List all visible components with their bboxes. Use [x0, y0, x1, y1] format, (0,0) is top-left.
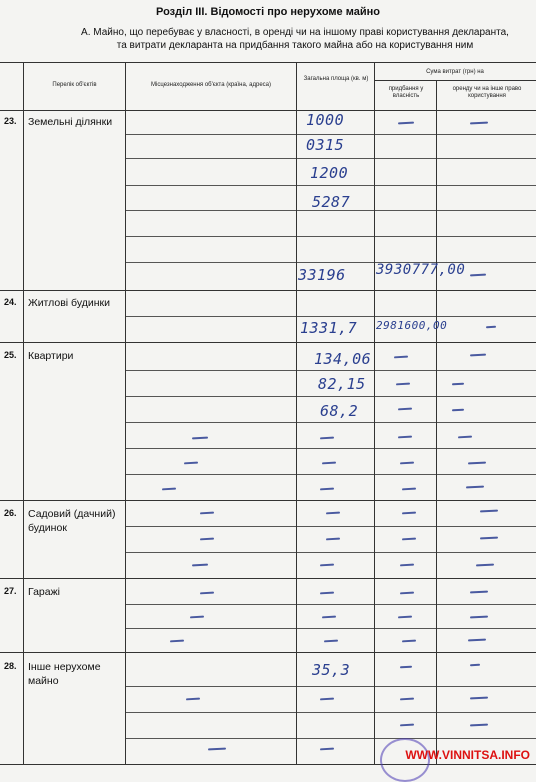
row-line — [125, 262, 536, 263]
header-expenses: Сума витрат (грн) на — [426, 69, 484, 75]
header-location: Місцезнаходження об'єкта (країна, адреса) — [151, 82, 271, 88]
section-number: 23. — [4, 116, 17, 126]
col-border — [436, 80, 437, 764]
col-border — [23, 62, 24, 764]
section-label-land: Земельні ділянки — [28, 116, 113, 128]
header-area: Загальна площа (кв. м) — [303, 76, 369, 82]
row-line — [125, 422, 536, 423]
section-label-other: Інше нерухоме майно — [28, 661, 101, 687]
handwritten-value: 82,15 — [318, 375, 366, 393]
section-divider — [0, 290, 536, 291]
row-line — [125, 158, 536, 159]
handwritten-value: 68,2 — [320, 402, 359, 420]
subtitle-line-1: А. Майно, що перебуває у власності, в оренді чи на іншому праві користування декларанта, — [81, 27, 509, 38]
handwritten-value: 5287 — [312, 193, 351, 211]
row-line — [125, 316, 536, 317]
row-line — [125, 604, 536, 605]
handwritten-value: 35,3 — [312, 661, 351, 679]
section-number: 25. — [4, 350, 17, 360]
section-divider — [0, 652, 536, 653]
row-line — [125, 448, 536, 449]
section-number: 24. — [4, 297, 17, 307]
section-title: Розділ III. Відомості про нерухоме майно — [156, 6, 380, 18]
handwritten-value: 1200 — [310, 164, 349, 182]
row-line — [125, 370, 536, 371]
handwritten-value: 3930777,00 — [376, 262, 466, 278]
expense-subheader-line — [374, 80, 536, 81]
section-number: 28. — [4, 661, 17, 671]
header-objects: Перелік об'єктів — [52, 82, 97, 88]
handwritten-value: 0315 — [306, 136, 345, 154]
header-rent: оренду чи на інше право користування — [452, 86, 522, 99]
section-label-garages: Гаражі — [28, 586, 60, 598]
row-line — [125, 474, 536, 475]
handwritten-value: 134,06 — [314, 350, 372, 368]
table-top-border — [0, 62, 536, 63]
section-label-cottage: Садовий (дачний) будинок — [28, 508, 116, 534]
row-line — [125, 628, 536, 629]
row-line — [125, 236, 536, 237]
section-label-apartments: Квартири — [28, 350, 74, 362]
row-line — [125, 185, 536, 186]
section-number: 27. — [4, 586, 17, 596]
handwritten-value: 1000 — [306, 111, 345, 129]
header-purchase: придбання у власність — [388, 86, 424, 99]
handwritten-value: 33196 — [298, 266, 346, 284]
section-label-houses: Житлові будинки — [28, 297, 110, 309]
row-line — [125, 686, 536, 687]
row-line — [125, 526, 536, 527]
row-line — [125, 134, 536, 135]
section-divider — [0, 578, 536, 579]
subtitle-line-2: та витрати декларанта на придбання такого майна або на користування ним — [116, 40, 474, 51]
col-border — [296, 62, 297, 764]
section-divider — [0, 500, 536, 501]
row-line — [125, 552, 536, 553]
col-border — [125, 62, 126, 764]
section-number: 26. — [4, 508, 17, 518]
row-line — [125, 396, 536, 397]
handwritten-value: 2981600,00 — [376, 319, 448, 332]
table-bottom-border — [0, 764, 536, 765]
row-line — [125, 738, 536, 739]
section-divider — [0, 342, 536, 343]
handwritten-value: 1331,7 — [300, 319, 358, 337]
header-bottom-border — [0, 110, 536, 111]
col-border — [374, 62, 375, 764]
site-watermark: WWW.VINNITSA.INFO — [405, 748, 530, 762]
row-line — [125, 712, 536, 713]
